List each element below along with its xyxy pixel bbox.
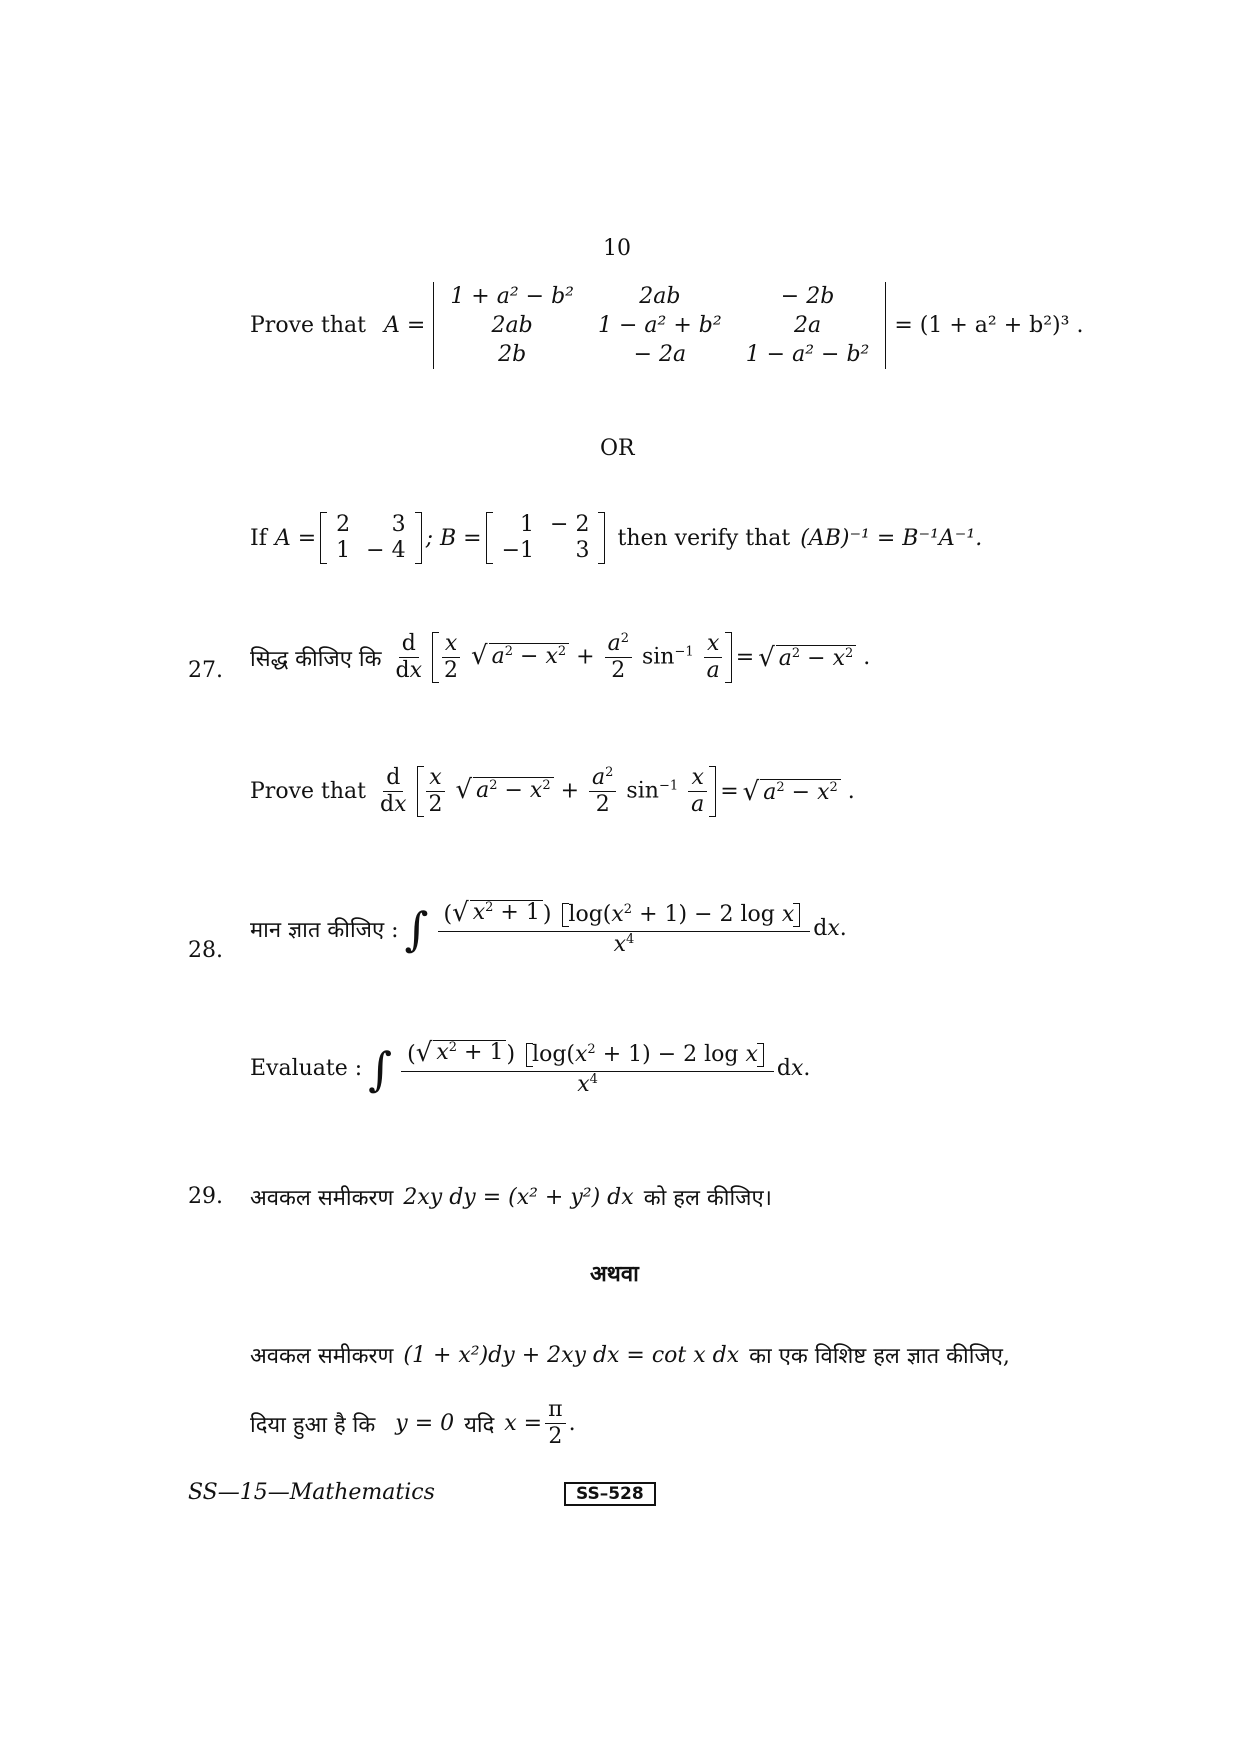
matrix-cell: 3	[575, 538, 590, 563]
q26-prove-text: Prove that	[250, 313, 366, 338]
matrix-cell: 2	[336, 512, 351, 537]
q26-or-identity: (AB)⁻¹ = B⁻¹A⁻¹.	[800, 525, 983, 551]
q28-number: 28.	[188, 938, 223, 963]
derivative-operator: $\frac{d}{dx}$	[379, 765, 407, 818]
q27-english-text: Prove that	[250, 779, 366, 805]
bracket-expression: $\frac{x}{2}$ √ $a^2 - x^2$ + $\frac{a^2}{2}$ $\sin^{-1}$ $\frac{x}{a}$	[417, 766, 717, 817]
q29-alt-equation: (1 + x²)dy + 2xy dx = cot x dx	[403, 1342, 740, 1368]
q29-equation: 2xy dy = (x² + y²) dx	[403, 1184, 634, 1210]
q26-rhs: = (1 + a² + b²)³ .	[894, 313, 1084, 338]
matrix-cell: − 2	[550, 512, 590, 537]
matrix-cell: 2b	[498, 342, 527, 367]
matrix-cell: − 4	[366, 538, 406, 563]
q26-or-verify: then verify that	[617, 525, 791, 551]
q26-lhs: A =	[383, 313, 426, 338]
q29-hindi-pre: अवकल समीकरण	[250, 1186, 394, 1211]
matrix-cell: 1	[336, 538, 351, 563]
matrix-b	[486, 512, 606, 564]
matrix-cell: 1 − a² + b²	[598, 313, 722, 338]
q27-number: 27.	[188, 658, 223, 683]
matrix-cell: 2a	[793, 313, 822, 338]
integral-sign: ∫	[368, 1041, 393, 1096]
matrix-cell: 1 + a² − b²	[450, 284, 574, 309]
q28-hindi: मान ज्ञात कीजिए : ∫ ( √ $x^2 + 1$ ) $\log(x^2 + 1) - 2$ log x $x^4$ d x .	[250, 898, 847, 958]
integral-sign: ∫	[404, 901, 429, 956]
q26-or-b-label: ; B =	[425, 525, 482, 551]
q26-statement	[250, 282, 1083, 369]
q27-hindi: सिद्ध कीजिए कि $\frac{d}{dx}$ $\frac{x}{2}$ √ $a^2 - x^2$ + $\frac{a^2}{2}$ $\sin^{-1}$ $\frac{x}{a}$ = √ $a^2 - x^2$ .	[250, 631, 871, 684]
matrix-cell: 2ab	[491, 313, 533, 338]
q29-alt-line2: दिया हुआ है कि y = 0 यदि x = $\frac{\pi}{2}$ .	[250, 1397, 576, 1450]
page-number: 10	[603, 236, 631, 261]
integrand: ( √ $x^2 + 1$ ) $\log(x^2 + 1) - 2$ log x $x^4$	[401, 1040, 774, 1097]
integrand: ( √ $x^2 + 1$ ) $\log(x^2 + 1) - 2$ log x $x^4$	[438, 900, 811, 957]
athva-label: अथवा	[590, 1261, 639, 1287]
matrix-cell: − 2b	[780, 284, 835, 309]
q28-english-text: Evaluate :	[250, 1056, 363, 1082]
derivative-operator: $\frac{d}{dx}$	[395, 631, 423, 684]
q29-alt-post: का एक विशिष्ट हल ज्ञात कीजिए,	[749, 1344, 1010, 1369]
footer-subject: SS—15—Mathematics	[188, 1480, 435, 1505]
matrix-cell: 1	[520, 512, 535, 537]
matrix-cell: −1	[501, 538, 535, 563]
bracket-expression: $\frac{x}{2}$ √ $a^2 - x^2$ + $\frac{a^2}{2}$ $\sin^{-1}$ $\frac{x}{a}$	[432, 632, 732, 683]
q29-hindi-post: को हल कीजिए।	[643, 1186, 772, 1211]
q26-or-statement	[250, 512, 982, 564]
q26-or-if: If	[250, 525, 267, 551]
q29-given-text: दिया हुआ है कि	[250, 1412, 376, 1438]
q28-english: Evaluate : ∫ ( √ $x^2 + 1$ ) $\log(x^2 + 1) - 2$ log x $x^4$ d x .	[250, 1038, 811, 1098]
q29-alt-line1	[250, 1340, 1010, 1370]
q29-condition-y: y = 0	[395, 1411, 455, 1437]
or-label: OR	[600, 436, 635, 461]
matrix-cell: 2ab	[639, 284, 681, 309]
paper-code-badge: SS–528	[564, 1482, 656, 1506]
matrix-a	[320, 512, 421, 564]
q27-hindi-text: सिद्ध कीजिए कि	[250, 646, 382, 672]
pi-over-two: $\frac{\pi}{2}$	[545, 1398, 565, 1449]
q29-number: 29.	[188, 1184, 223, 1209]
q29-yadi: यदि	[464, 1412, 495, 1438]
q29-alt-pre: अवकल समीकरण	[250, 1344, 394, 1369]
q29-statement	[250, 1182, 772, 1212]
matrix-cell: 1 − a² − b²	[745, 342, 870, 367]
matrix-cell: 3	[391, 512, 406, 537]
q27-english: Prove that $\frac{d}{dx}$ $\frac{x}{2}$ √ $a^2 - x^2$ + $\frac{a^2}{2}$ $\sin^{-1}$ $\frac{x}{a}$ = √ $a^2 - x^2$ .	[250, 765, 855, 818]
q26-determinant	[433, 282, 886, 369]
q26-or-a-label: A =	[274, 525, 317, 551]
matrix-cell: − 2a	[633, 342, 687, 367]
q26-matrix	[438, 282, 881, 369]
q28-hindi-text: मान ज्ञात कीजिए :	[250, 917, 399, 943]
q29-condition-x: x =	[504, 1411, 543, 1437]
